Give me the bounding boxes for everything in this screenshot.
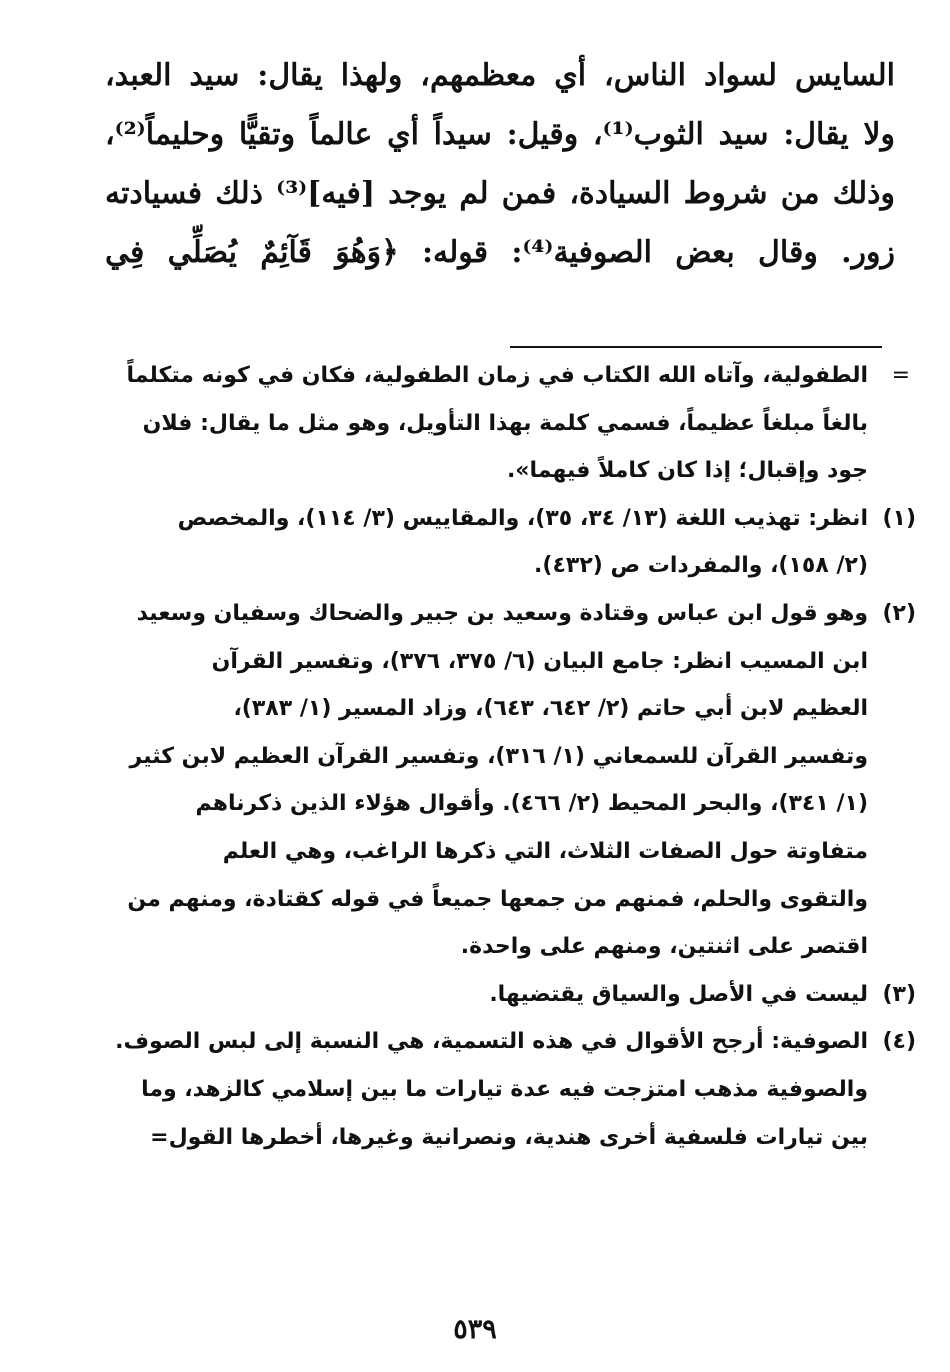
footnote-line: العظيم لابن أبي حاتم (٢/ ٦٤٢، ٦٤٣)، وزاد المسير (١/ ٣٨٣)، [233, 696, 868, 722]
footnote-number: (٤) [882, 1029, 916, 1055]
footnote-2 [108, 590, 916, 971]
footnote-4 [108, 1018, 916, 1161]
footnote-line: جود وإقبال؛ إذا كان كاملاً فيهما». [506, 458, 868, 484]
footnote-line: (١/ ٣٤١)، والبحر المحيط (٢/ ٤٦٦). وأقوال هؤلاء الذين ذكرناهم [195, 791, 868, 817]
footnote-1 [108, 495, 916, 590]
main-text-block [105, 46, 895, 282]
footnote-line: بالغاً مبلغاً عظيماً، فسمي كلمة بهذا التأويل، وهو مثل ما يقال: فلان [142, 410, 868, 436]
footnote-line: والصوفية مذهب امتزجت فيه عدة تيارات ما بين إسلامي كالزهد، وما [141, 1076, 868, 1102]
footnote-continuation [108, 352, 916, 495]
footnote-number: (٢) [882, 600, 916, 626]
footnote-number: (٣) [882, 981, 916, 1007]
footnote-line: بين تيارات فلسفية أخرى هندية، ونصرانية وغيرها، أخطرها القول= [150, 1124, 868, 1150]
main-text-line: وذلك من شروط السيادة، فمن لم يوجد [فيه]⁽³⁾ ذلك فسيادته [105, 176, 895, 211]
footnote-line: انظر: تهذيب اللغة (١٣/ ٣٤، ٣٥)، والمقاييس (٣/ ١١٤)، والمخصص [177, 505, 868, 531]
footnote-line: ابن المسيب انظر: جامع البيان (٦/ ٣٧٥، ٣٧٦)، وتفسير القرآن [211, 648, 868, 674]
footnote-line: وهو قول ابن عباس وقتادة وسعيد بن جبير والضحاك وسفيان وسعيد [136, 600, 868, 626]
footnote-line: وتفسير القرآن للسمعاني (١/ ٣١٦)، وتفسير القرآن العظيم لابن كثير [129, 743, 868, 769]
footnote-line: الطفولية، وآتاه الله الكتاب في زمان الطفولية، فكان في كونه متكلماً [126, 363, 868, 388]
main-text-line: زور. وقال بعض الصوفية⁽⁴⁾: قوله: ﴿وَهُوَ قَآئِمٌ يُصَلِّي فِي [105, 235, 895, 270]
main-text-line: ولا يقال: سيد الثوب⁽¹⁾، وقيل: سيداً أي عالماً وتقيًّا وحليماً⁽²⁾، [105, 117, 896, 152]
footnotes-block [108, 352, 916, 1161]
footnote-line: ليست في الأصل والسياق يقتضيها. [489, 981, 868, 1007]
page-number: ٥٣٩ [453, 1314, 497, 1345]
footnote-line: الصوفية: أرجح الأقوال في هذه التسمية، هي النسبة إلى لبس الصوف. [115, 1029, 868, 1055]
footnote-separator [510, 346, 882, 348]
footnote-number: (١) [882, 505, 916, 531]
footnote-continuation-mark: = [891, 363, 910, 388]
footnote-line: اقتصر على اثنتين، ومنهم على واحدة. [460, 934, 868, 960]
footnote-line: والتقوى والحلم، فمنهم من جمعها جميعاً في قوله كقتادة، ومنهم من [127, 886, 868, 912]
footnote-line: متفاوتة حول الصفات الثلاث، التي ذكرها الراغب، وهي العلم [222, 838, 868, 864]
footnote-line: (٢/ ١٥٨)، والمفردات ص (٤٣٢). [534, 553, 868, 579]
main-text-line: السايس لسواد الناس، أي معظمهم، ولهذا يقال: سيد العبد، [105, 58, 895, 93]
footnote-3 [108, 971, 916, 1019]
